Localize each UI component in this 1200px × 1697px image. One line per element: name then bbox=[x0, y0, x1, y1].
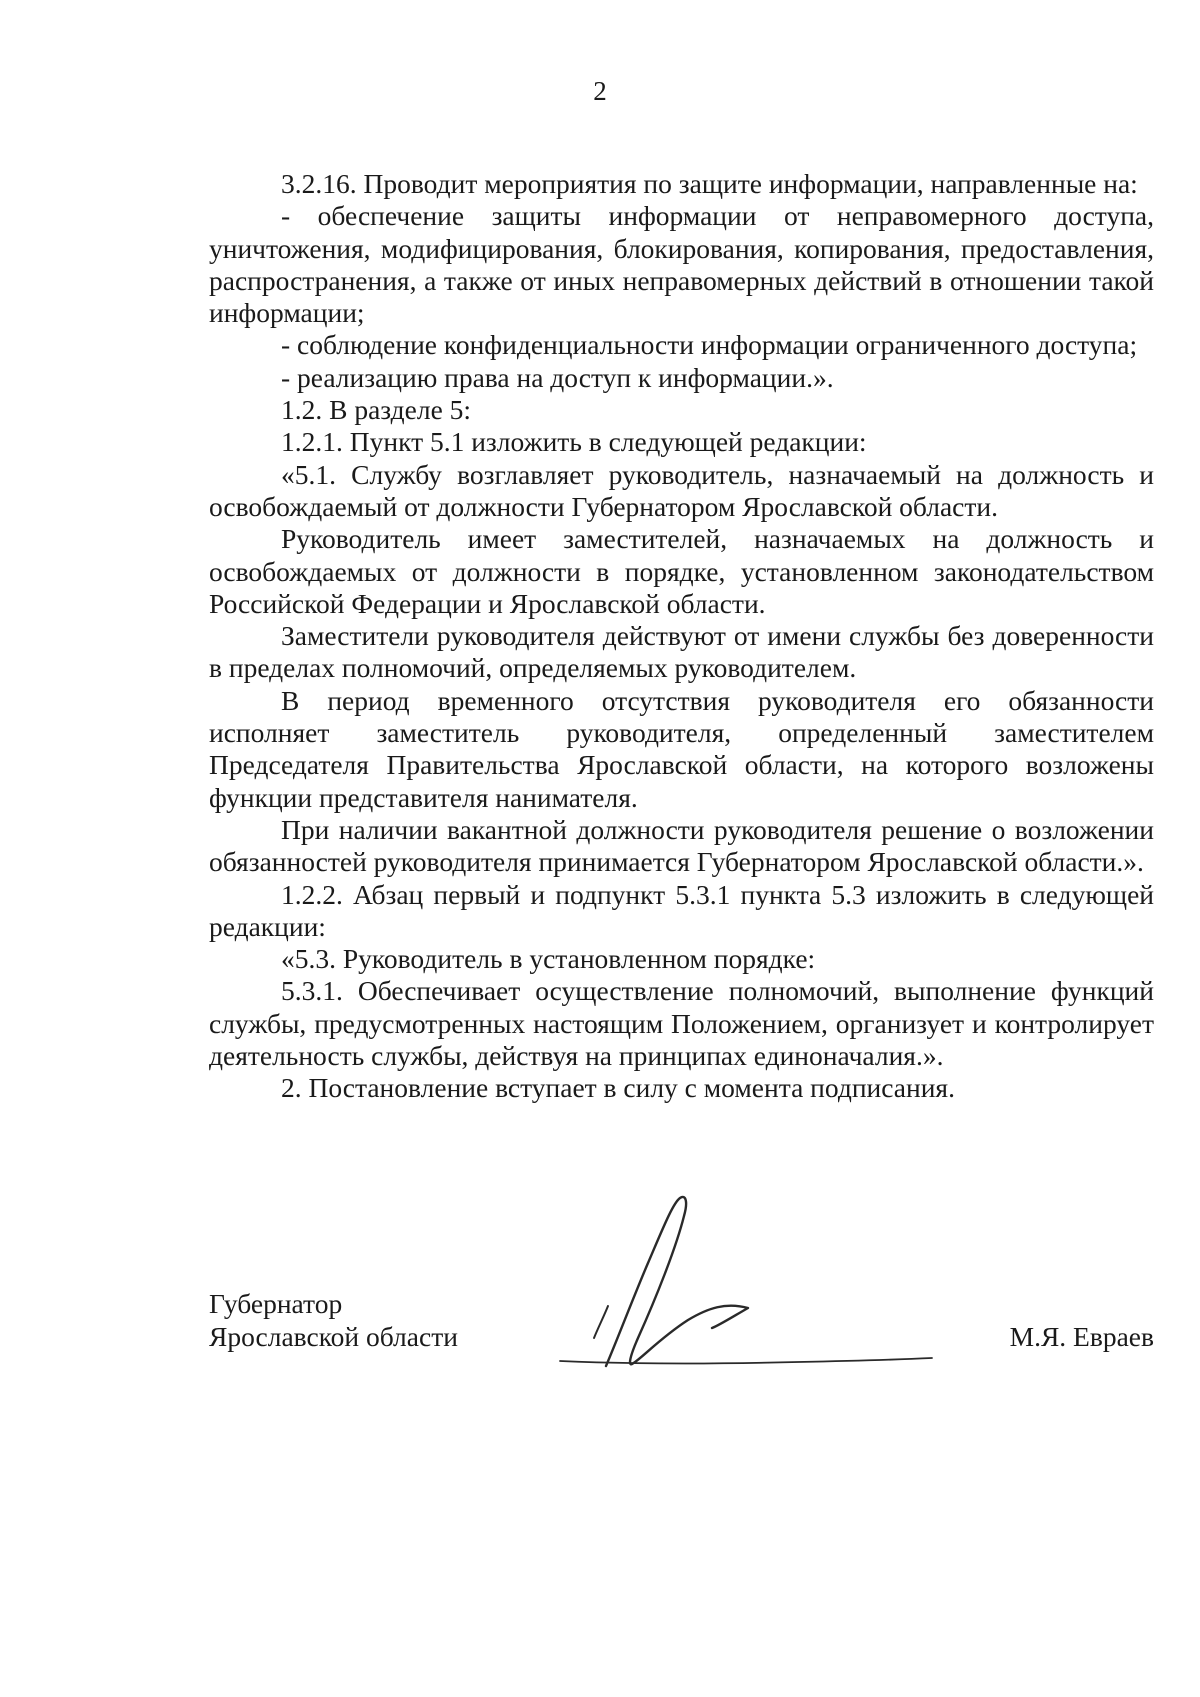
document-body bbox=[209, 168, 1154, 1105]
paragraph-access-right-item: - реализацию права на доступ к информации.». bbox=[281, 361, 834, 393]
paragraph-1-2-2: 1.2.2. Абзац первый и подпункт 5.3.1 пункта 5.3 изложить в следующей редакции: bbox=[209, 878, 1154, 942]
signer-position-line2: Ярославской области bbox=[209, 1321, 458, 1352]
paragraph-protection-item: - обеспечение защиты информации от неправомерного доступа, уничтожения, модифицирования, блокирования, копирования, предоставления, распространения, а также от иных неправомерных действий в отношении такой информации; bbox=[209, 200, 1154, 329]
page-number: 2 bbox=[593, 76, 607, 106]
paragraph-1-2: 1.2. В разделе 5: bbox=[281, 394, 472, 426]
paragraph-1-2-1: 1.2.1. Пункт 5.1 изложить в следующей редакции: bbox=[281, 426, 867, 458]
paragraph-deputies-act: Заместители руководителя действуют от имени службы без доверенности в пределах полномочий, определяемых руководителем. bbox=[209, 620, 1154, 684]
paragraph-deputies: Руководитель имеет заместителей, назначаемых на должность и освобождаемых от должности в порядке, установленном законодательством Российской Федерации и Ярославской области. bbox=[209, 523, 1154, 619]
paragraph-temporary-absence: В период временного отсутствия руководителя его обязанности исполняет заместитель руководителя, определенный заместителем Председателя Правительства Ярославской области, на которого возложены функции представителя нанимателя. bbox=[209, 684, 1154, 813]
signer-position bbox=[209, 1287, 458, 1353]
paragraph-5-3: «5.3. Руководитель в установленном порядке: bbox=[281, 943, 816, 975]
paragraph-vacancy: При наличии вакантной должности руководителя решение о возложении обязанностей руководителя принимается Губернатором Ярославской области.». bbox=[209, 813, 1154, 878]
paragraph-5-1: «5.1. Службу возглавляет руководитель, назначаемый на должность и освобождаемый от должности Губернатором Ярославской области. bbox=[209, 458, 1154, 522]
handwritten-signature bbox=[548, 1188, 948, 1378]
paragraph-3-2-16: 3.2.16. Проводит мероприятия по защите информации, направленные на: bbox=[281, 168, 1138, 199]
paragraph-5-3-1: 5.3.1. Обеспечивает осуществление полномочий, выполнение функций службы, предусмотренных настоящим Положением, организует и контролирует деятельность службы, действуя на принципах единоначалия.». bbox=[209, 975, 1154, 1072]
signer-name: М.Я. Евраев bbox=[1009, 1321, 1154, 1352]
paragraph-2-effective: 2. Постановление вступает в силу с момента подписания. bbox=[281, 1072, 955, 1104]
signer-position-line1: Губернатор bbox=[209, 1288, 343, 1319]
paragraph-confidentiality-item: - соблюдение конфиденциальности информации ограниченного доступа; bbox=[281, 329, 1138, 361]
